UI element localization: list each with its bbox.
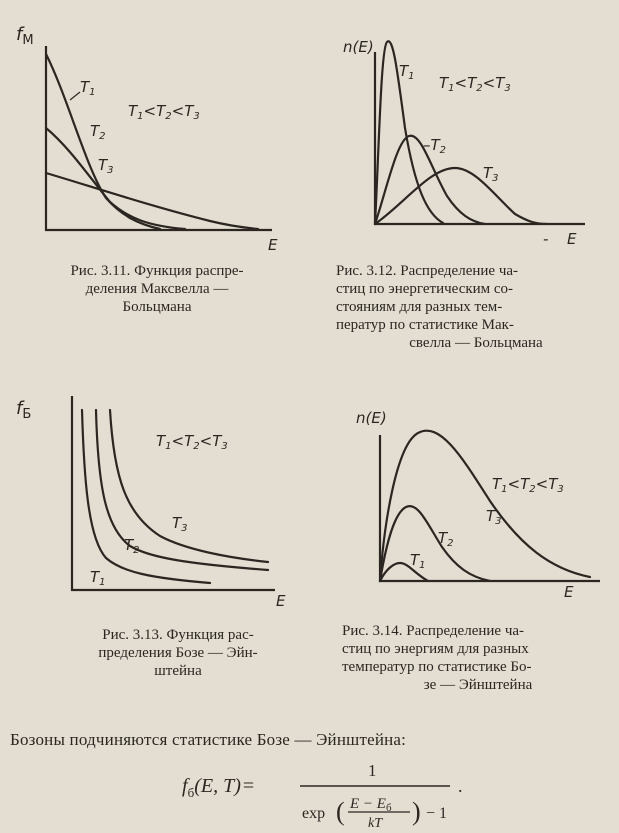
figure-3-11-plot	[10, 18, 300, 258]
bose-einstein-formula	[0, 760, 619, 828]
caption-line: стояниям для разных тем-	[336, 299, 503, 315]
caption-line: Рис. 3.11. Функция распре-	[70, 263, 244, 279]
caption-line: свелла — Больцмана	[409, 335, 543, 351]
figure-3-14-plot	[350, 405, 616, 605]
formula-inner-numerator: $E - E_б$	[350, 796, 392, 814]
formula-numerator: 1	[368, 761, 377, 780]
fig313-label-t1: $T_1$	[90, 568, 106, 588]
caption-line: стиц по энергетическим со-	[336, 281, 514, 297]
fig311-x-label: E	[268, 236, 278, 254]
caption-line: ператур по статистике Мак-	[336, 317, 514, 333]
figure-3-14	[350, 405, 616, 605]
fig311-label-t3: $T_3$	[98, 156, 114, 176]
fig311-label-t2: $T_2$	[90, 122, 106, 142]
caption-3-12	[336, 262, 616, 352]
fig312-label-t2: $-T_2$	[423, 136, 447, 156]
caption-line: стиц по энергиям для разных	[342, 641, 529, 657]
fig311-label-t1: $T_1$	[80, 78, 96, 98]
formula-minus-one: − 1	[426, 805, 448, 822]
fig312-condition: $T_1<T_2<T_3$	[439, 74, 511, 94]
caption-3-11	[22, 262, 292, 316]
figure-3-12-plot	[335, 28, 615, 253]
fig311-leader-t1	[70, 92, 80, 100]
caption-line: Рис. 3.13. Функция рас-	[102, 627, 254, 643]
figure-3-11	[10, 18, 300, 258]
fig311-y-label: $f_M$	[16, 24, 34, 48]
body-paragraph: Бозоны подчиняются статистике Бозе — Эйнштейна:	[10, 730, 407, 749]
fig313-y-label: $f_Б$	[16, 398, 32, 422]
fig312-label-t1: $T_1$	[399, 62, 415, 82]
fig311-condition: $T_1<T_2<T_3$	[128, 102, 200, 122]
fig312-y-label: n(E)	[343, 38, 374, 56]
caption-line: Рис. 3.14. Распределение ча-	[342, 623, 525, 639]
fig314-condition: $T_1<T_2<T_3$	[492, 475, 564, 495]
formula-lhs: $f_б(E$, T) =	[182, 775, 255, 800]
fig314-label-t3: $T_3$	[486, 507, 502, 527]
caption-line: деления Максвелла —	[85, 281, 229, 297]
fig314-label-t2: $T_2$	[438, 529, 454, 549]
fig314-x-label: E	[564, 583, 574, 601]
formula-paren-right: )	[412, 797, 421, 826]
fig312-x-label: E	[567, 230, 577, 248]
fig314-y-label: n(E)	[356, 409, 387, 427]
caption-line: зе — Эйнштейна	[423, 677, 533, 693]
caption-line: штейна	[154, 663, 202, 679]
fig313-x-label: E	[276, 592, 286, 608]
fig311-curve-t3	[46, 173, 258, 229]
formula-trailing: .	[458, 776, 463, 796]
figure-3-12	[335, 28, 615, 253]
formula-inner-denominator: kT	[368, 816, 382, 828]
figure-3-13-plot	[10, 388, 300, 608]
figure-3-13	[10, 388, 300, 608]
fig312-curve-t3	[375, 168, 547, 224]
formula-svg	[0, 760, 619, 828]
caption-line: температур по статистике Бо-	[342, 659, 532, 675]
fig314-label-t1: $T_1$	[410, 551, 426, 571]
formula-paren-left: (	[336, 797, 345, 826]
caption-line: Больцмана	[122, 299, 192, 315]
caption-3-13	[58, 626, 298, 680]
fig313-condition: $T_1<T_2<T_3$	[156, 432, 228, 452]
fig314-curve-t2	[380, 506, 490, 581]
formula-exp: exp	[302, 805, 326, 822]
fig312-x-dash: -	[543, 230, 549, 248]
caption-3-14	[342, 622, 614, 694]
fig313-label-t2: $T_2$	[124, 536, 140, 556]
fig312-label-t3: $T_3$	[483, 164, 499, 184]
fig313-label-t3: $T_3$	[172, 514, 188, 534]
caption-line: Рис. 3.12. Распределение ча-	[336, 263, 519, 279]
caption-line: пределения Бозе — Эйн-	[98, 645, 258, 661]
